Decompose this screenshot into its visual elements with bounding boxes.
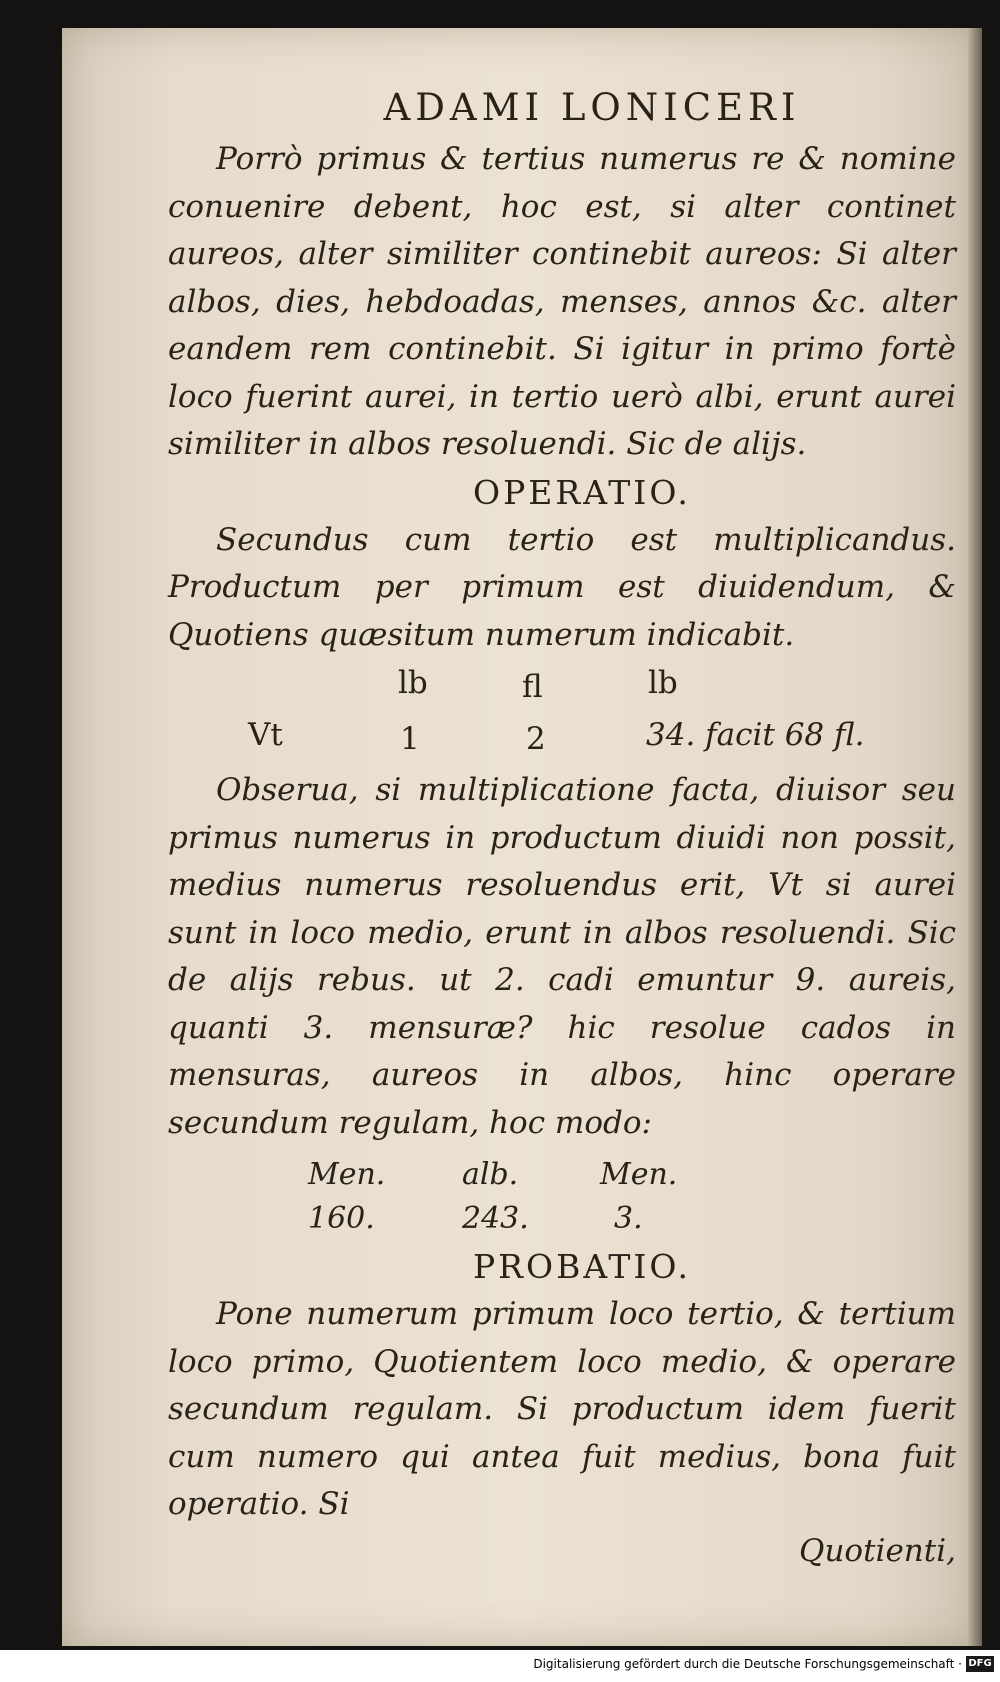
example-value-1: 1 [400,721,420,757]
paragraph-operatio: Secundus cum tertio est multiplicandus. Productum per primum est diuidendum, & Quotiens quæsitum numerum indicabit. [168,521,956,653]
example-result: 34. facit 68 fl. [646,717,865,753]
catchword: Quotienti, [799,1532,956,1569]
paragraph-probatio: Pone numerum primum loco tertio, & tertium loco primo, Quotientem loco medio, & operare secundum regulam. Si productum idem fuerit cum numero qui antea fuit medius, bona fuit operatio. Si [168,1296,956,1522]
paragraph-intro: Porrò primus & tertius numerus re & nomine conuenire debent, hoc est, si alter continet aureos, alter similiter continebit aureos: Si alter albos, dies, hebdoadas, menses, annos &c. alter eandem rem continebit. Si igitur in primo fortè loco fuerint aurei, in tertio uerò albi, erunt aurei similiter in albos resoluendi. Sic de alijs. [168,141,956,462]
footer-credit: Digitalisierung gefördert durch die Deutsche Forschungsgemeinschaft · [533,1657,962,1671]
dfg-logo-icon: DFG [966,1656,994,1672]
example-unit-1: lb [398,665,428,701]
page-gutter [968,28,982,1646]
running-head: ADAMI LONICERI [383,86,801,129]
example-measures [168,1147,956,1243]
measures-value-2: 243. [462,1201,529,1236]
example-rule-of-three [168,659,956,767]
example-value-2: 2 [526,721,546,757]
measures-unit-1: Men. [308,1157,386,1192]
measures-unit-2: alb. [462,1157,519,1192]
page-text [168,82,956,1573]
probatio-heading: PROBATIO. [472,1247,692,1286]
footer-bar [0,1650,1000,1682]
example-unit-2: fl [522,669,543,705]
operatio-heading: OPERATIO. [473,472,691,512]
measures-value-1: 160. [308,1201,375,1236]
measures-unit-3: Men. [600,1157,678,1192]
example-lead: Vt [248,717,283,753]
paragraph-observa: Obserua, si multiplicatione facta, diuisor seu primus numerus in productum diuidi non possit, medius numerus resoluendus erit, Vt si aurei sunt in loco medio, erunt in albos resoluendi. Sic de alijs rebus. ut 2. cadi emuntur 9. aureis, quanti 3. mensuræ? hic resolue cados in mensuras, aureos in albos, hinc operare secundum regulam, hoc modo: [168,772,956,1141]
example-unit-3: lb [648,665,678,701]
measures-value-3: 3. [614,1201,643,1236]
